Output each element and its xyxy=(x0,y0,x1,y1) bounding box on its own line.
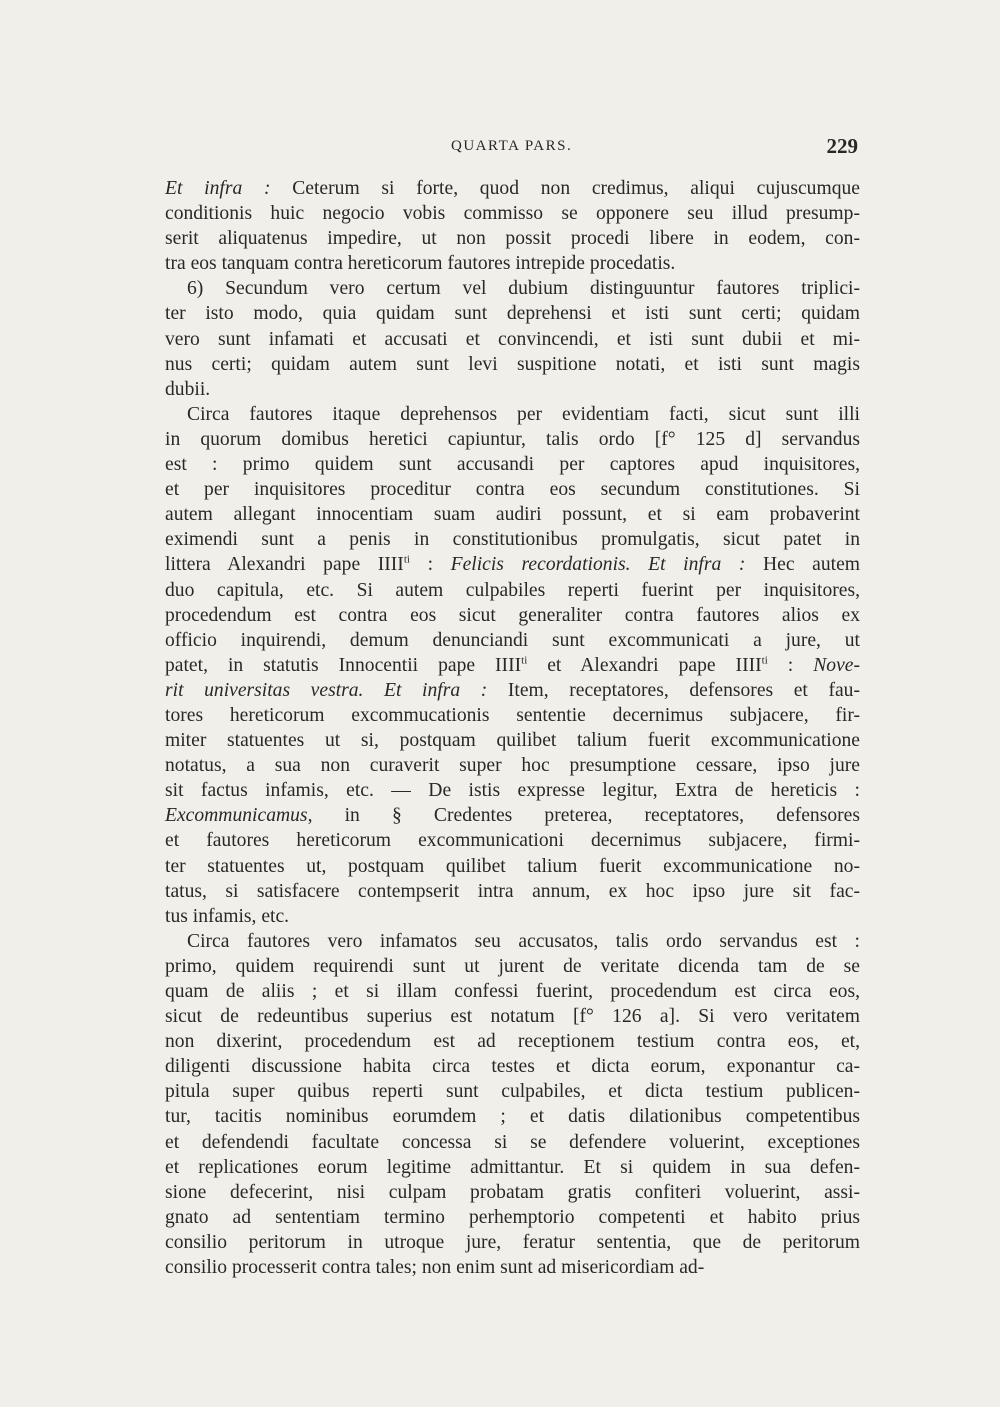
text-line: et defendendi facultate concessa si se defendere voluerint, exceptiones xyxy=(165,1131,860,1153)
text-line: diligenti discussione habita circa testes et dicta eorum, exponantur ca- xyxy=(165,1056,860,1078)
text-line: et replicationes eorum legitime admittantur. Et si quidem in sua defen- xyxy=(165,1156,860,1178)
running-head xyxy=(165,134,860,160)
text-line: ter isto modo, quia quidam sunt deprehensi et isti sunt certi; quidam xyxy=(165,303,860,325)
text-line: Excommunicamus, in § Credentes preterea, receptatores, defensores xyxy=(165,805,860,827)
text-line: eximendi sunt a penis in constitutionibus promulgatis, sicut patet in xyxy=(165,529,860,551)
text-line: et per inquisitores proceditur contra eos secundum constitutiones. Si xyxy=(165,479,860,501)
text-line: Et infra : Ceterum si forte, quod non credimus, aliqui cujuscumque xyxy=(165,178,861,199)
text-line: gnato ad sententiam termino perhemptorio competenti et habito prius xyxy=(165,1206,860,1228)
paragraph xyxy=(165,929,860,1280)
text-line: ter statuentes ut, postquam quilibet talium fuerit excommunicatione no- xyxy=(165,855,860,877)
text-line: quam de aliis ; et si illam confessi fuerint, procedendum est circa eos, xyxy=(165,981,860,1002)
text-line: patet, in statutis Innocentii pape $IIII^{ti}$ et Alexandri pape $IIII^{ti}$ : Nove- xyxy=(165,654,860,676)
text-line: procedendum est contra eos sicut generaliter contra fautores alios ex xyxy=(165,604,860,626)
text-line: tatus, si satisfacere contempserit intra annum, ex hoc ipso jure sit fac- xyxy=(165,880,860,902)
text-line: miter statuentes ut si, postquam quilibet talium fuerit excommunicatione xyxy=(165,730,860,752)
text-line: serit aliquatenus impedire, ut non possit procedi libere in eodem, con- xyxy=(165,228,860,250)
text-line: officio inquirendi, demum denunciandi sunt excommunicati a jure, ut xyxy=(165,629,860,651)
text-line: tra eos tanquam contra hereticorum fautores intrepide procedatis. xyxy=(165,253,676,275)
text-line: nus certi; quidam autem sunt levi suspitione notati, et isti sunt magis xyxy=(165,353,860,375)
text-line: Circa fautores itaque deprehensos per evidentiam facti, sicut sunt illi xyxy=(187,403,860,425)
text-line: autem allegant innocentiam suam audiri possunt, et si eam probaverint xyxy=(165,504,860,526)
text-line: sicut de redeuntibus superius est notatum [f° 126 a]. Si vero veritatem xyxy=(165,1006,860,1028)
text-line: 6) Secundum vero certum vel dubium distinguuntur fautores triplici- xyxy=(187,278,860,300)
text-line: dubii. xyxy=(165,378,211,400)
text-line: in quorum domibus heretici capiuntur, talis ordo [f° 125 d] servandus xyxy=(165,428,860,450)
body-text xyxy=(165,176,860,1280)
running-title: QUARTA PARS. xyxy=(451,138,573,154)
text-line: tus infamis, etc. xyxy=(165,905,290,927)
text-line: rit universitas vestra. Et infra : Item, receptatores, defensores et fau- xyxy=(165,679,860,701)
text-line: littera Alexandri pape $IIII^{ti}$ : Felicis recordationis. Et infra : Hec autem xyxy=(165,553,861,576)
text-line: est : primo quidem sunt accusandi per captores apud inquisitores, xyxy=(165,454,860,476)
text-line: non dixerint, procedendum est ad receptionem testium contra eos, et, xyxy=(165,1031,860,1053)
text-line: consilio processerit contra tales; non enim sunt ad misericordiam ad- xyxy=(165,1257,705,1279)
text-line: tur, tacitis nominibus eorumdem ; et datis dilationibus competentibus xyxy=(165,1106,860,1128)
paragraph xyxy=(165,176,860,276)
text-line: pitula super quibus reperti sunt culpabiles, et dicta testium publicen- xyxy=(165,1081,860,1103)
text-line: Circa fautores vero infamatos seu accusatos, talis ordo servandus est : xyxy=(187,930,860,952)
text-line: sione defecerint, nisi culpam probatam gratis confiteri voluerint, assi- xyxy=(165,1181,860,1203)
text-line: notatus, a sua non curaverit super hoc presumptione cessare, ipso jure xyxy=(165,755,860,777)
text-line: conditionis huic negocio vobis commisso se opponere seu illud presump- xyxy=(165,203,860,225)
text-line: primo, quidem requirendi sunt ut jurent de veritate dicenda tam de se xyxy=(165,955,860,977)
text-line: et fautores hereticorum excommunicationi decernimus subjacere, firmi- xyxy=(165,830,860,852)
text-line: duo capitula, etc. Si autem culpabiles reperti fuerint per inquisitores, xyxy=(165,579,860,601)
text-line: sit factus infamis, etc. — De istis expresse legitur, Extra de hereticis : xyxy=(165,780,860,802)
page-number: 229 xyxy=(826,134,858,158)
paragraph xyxy=(165,402,860,929)
paragraph xyxy=(165,276,860,401)
text-line: vero sunt infamati et accusati et convincendi, et isti sunt dubii et mi- xyxy=(165,328,860,350)
text-line: tores hereticorum excommucationis sententie decernimus subjacere, fir- xyxy=(165,704,860,726)
text-line: consilio peritorum in utroque jure, feratur sententia, que de peritorum xyxy=(165,1231,860,1253)
